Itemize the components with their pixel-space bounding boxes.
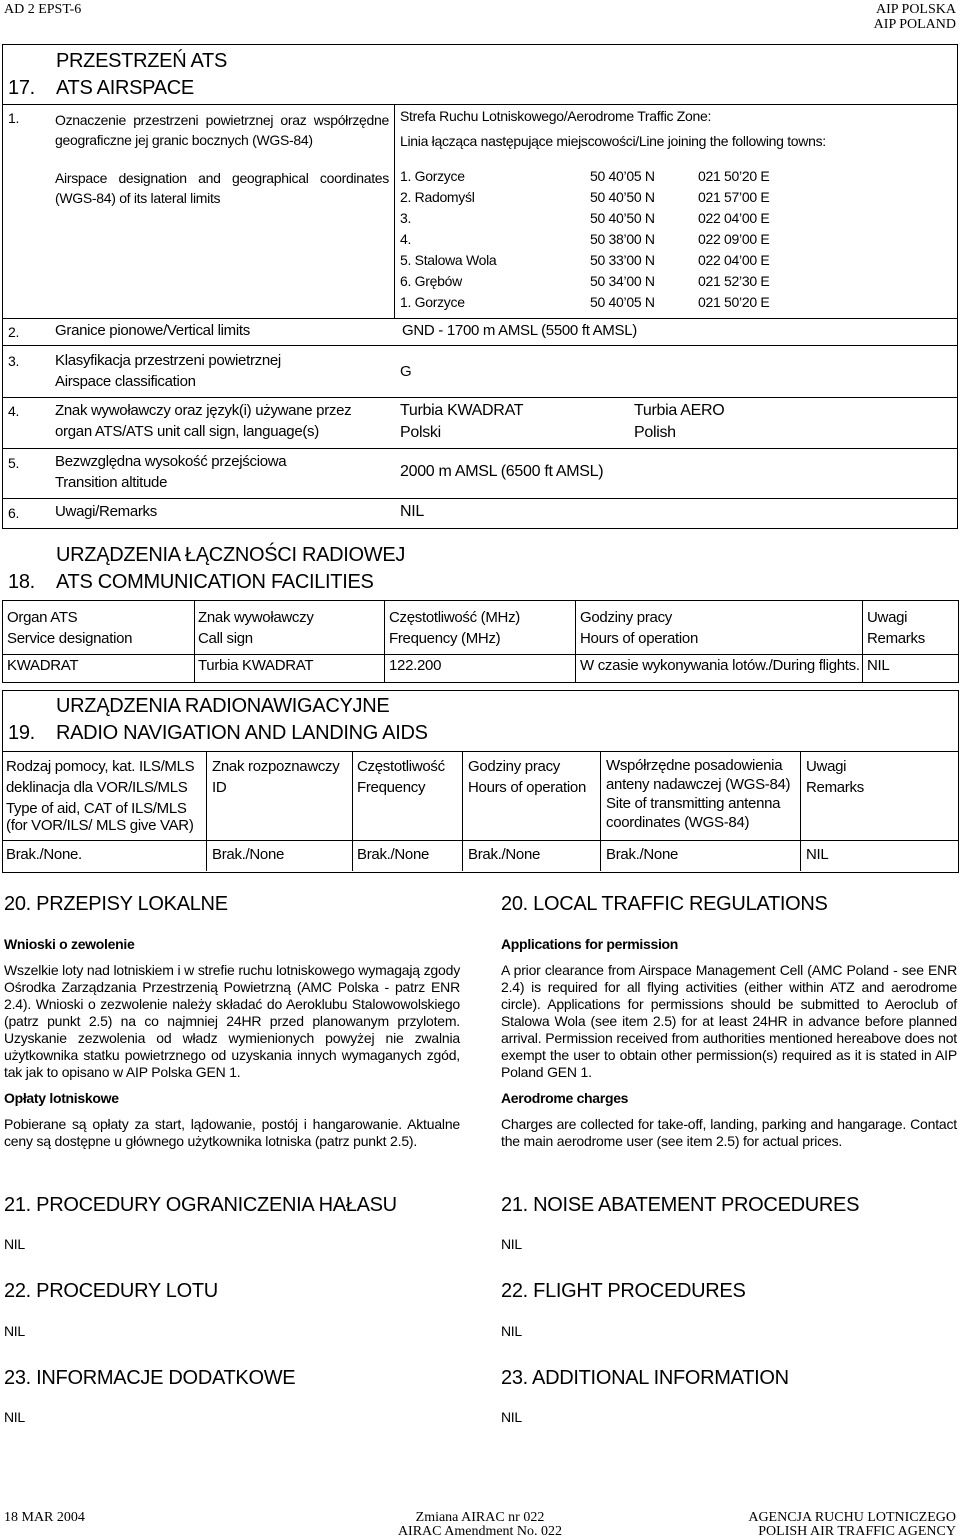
footer-amendment-en: AIRAC Amendment No. 022: [397, 1524, 563, 1539]
header-line: coordinates (WGS-84): [606, 814, 750, 831]
row-1-label-pl: Oznaczenie przestrzeni powietrznej oraz współrzędne geograficzne jej granic bocznych (WGS-84): [55, 112, 389, 148]
charges-heading-pl: Opłaty lotniskowe: [4, 1090, 119, 1106]
permission-text-en: A prior clearance from Airspace Management Cell (AMC Poland - see ENR 2.4) is required for all flying activities (either within ATZ and aerodrome circle). Applications for permissions should be submitted to Aeroclub of Stalowa Wola (see item 2.5) for at least 24HR in advance before planned arrival. Permission received from authorities mentioned hereabove does not exempt the user to obtain other permission(s) required as it is stated in AIP Poland GEN 1.: [501, 962, 957, 1080]
row-4-language-2: Polish: [634, 424, 676, 441]
section-23-title-en: 23. ADDITIONAL INFORMATION: [501, 1367, 789, 1389]
page-header-left: AD 2 EPST-6: [4, 2, 82, 17]
row-5-label-pl: Bezwzględna wysokość przejściowa: [55, 453, 287, 470]
charges-text-pl: Pobierane są opłaty za start, lądowanie, postój i hangarowanie. Aktualne ceny są dostępne u głównego użytkownika lotniska (patrz punkt 2.5).: [4, 1116, 460, 1149]
divider: [2, 751, 958, 752]
divider: [2, 104, 958, 105]
section-22-title-en: 22. FLIGHT PROCEDURES: [501, 1280, 746, 1302]
section-23-value-en: NIL: [501, 1409, 522, 1425]
divider: [2, 654, 958, 655]
section-17-title-en: ATS AIRSPACE: [56, 77, 194, 99]
navaid-header-hours: [468, 756, 586, 798]
section-19-title-en: RADIO NAVIGATION AND LANDING AIDS: [56, 722, 428, 744]
point-name: 1. Gorzyce: [400, 294, 465, 310]
navaid-cell-remarks: NIL: [806, 846, 829, 863]
header-pl: Znak wywoławczy: [198, 609, 314, 626]
point-lon: 022 04’00 E: [698, 210, 770, 226]
comm-cell-callsign: Turbia KWADRAT: [198, 657, 314, 674]
section-19-title-pl: URZĄDZENIA RADIONAWIGACYJNE: [56, 695, 390, 717]
row-3-label-en: Airspace classification: [55, 373, 196, 390]
section-20-title-en: 20. LOCAL TRAFFIC REGULATIONS: [501, 893, 828, 915]
footer-date: 18 MAR 2004: [4, 1510, 85, 1525]
header-line: Type of aid, CAT of ILS/MLS: [6, 800, 187, 817]
navaid-cell-coordinates: Brak./None: [606, 846, 679, 863]
section-17-title-pl: PRZESTRZEŃ ATS: [56, 50, 228, 72]
header-en: Remarks: [867, 630, 925, 647]
navaid-cell-hours: Brak./None: [468, 846, 541, 863]
row-5-number: 5.: [8, 455, 20, 471]
comm-header-organ: [7, 607, 132, 649]
footer-agency-pl: AGENCJA RUCHU LOTNICZEGO: [748, 1510, 956, 1525]
coordinate-row: [400, 210, 940, 231]
section-21-title-en: 21. NOISE ABATEMENT PROCEDURES: [501, 1194, 860, 1216]
point-lon: 021 50’20 E: [698, 294, 770, 310]
divider: [394, 104, 395, 318]
row-2-number: 2.: [8, 324, 20, 340]
section-21-value-pl: NIL: [4, 1236, 25, 1252]
section-18-title-pl: URZĄDZENIA ŁĄCZNOŚCI RADIOWEJ: [56, 544, 406, 566]
divider: [575, 600, 576, 682]
row-6-number: 6.: [8, 505, 20, 521]
point-lon: 022 09’00 E: [698, 231, 770, 247]
navaid-header-type: [6, 756, 194, 836]
row-3-label-pl: Klasyfikacja przestrzeni powietrznej: [55, 352, 281, 369]
section-19-number: 19.: [8, 722, 35, 744]
divider: [2, 318, 958, 319]
header-pl: Godziny pracy: [580, 609, 672, 626]
coordinate-row: [400, 294, 940, 315]
divider: [2, 840, 958, 841]
divider: [2, 498, 958, 499]
header-line: anteny nadawczej (WGS-84): [606, 776, 791, 793]
point-lat: 50 40’05 N: [590, 168, 655, 184]
row-2-label: Granice pionowe/Vertical limits: [55, 322, 250, 339]
header-pl: Organ ATS: [7, 609, 78, 626]
row-4-number: 4.: [8, 403, 20, 419]
section-20-title-pl: 20. PRZEPISY LOKALNE: [4, 893, 228, 915]
point-lat: 50 34’00 N: [590, 273, 655, 289]
row-5-value: 2000 m AMSL (6500 ft AMSL): [400, 463, 604, 480]
point-lon: 021 57’00 E: [698, 189, 770, 205]
row-3-number: 3.: [8, 353, 20, 369]
navaid-header-coordinates: [606, 756, 790, 832]
row-3-value: G: [400, 363, 412, 380]
header-pl: Uwagi: [867, 609, 908, 626]
point-name: 2. Radomyśl: [400, 189, 475, 205]
row-4-callsign-1: Turbia KWADRAT: [400, 402, 524, 419]
row-4-language-1: Polski: [400, 424, 441, 441]
footer-amendment-pl: Zmiana AIRAC nr 022: [415, 1510, 545, 1525]
page-header-right-1: AIP POLSKA: [876, 2, 956, 17]
point-lat: 50 40’50 N: [590, 210, 655, 226]
coordinate-row: [400, 273, 940, 294]
header-en: Remarks: [806, 779, 864, 796]
section-21-value-en: NIL: [501, 1236, 522, 1252]
divider: [800, 751, 801, 871]
divider: [2, 397, 958, 398]
header-line: Współrzędne posadowienia: [606, 757, 783, 774]
header-pl: Uwagi: [806, 758, 847, 775]
row-4-label-en: organ ATS/ATS unit call sign, language(s): [55, 423, 319, 440]
point-lon: 022 04’00 E: [698, 252, 770, 268]
divider: [2, 345, 958, 346]
row-6-label: Uwagi/Remarks: [55, 503, 157, 520]
point-name: 5. Stalowa Wola: [400, 252, 497, 268]
row-4-label-pl: Znak wywoławczy oraz język(i) używane przez: [55, 402, 352, 419]
divider: [194, 600, 195, 682]
point-name: 4.: [400, 231, 412, 247]
footer-agency-en: POLISH AIR TRAFFIC AGENCY: [758, 1524, 956, 1539]
divider: [600, 751, 601, 871]
row-1-number: 1.: [8, 110, 20, 126]
header-en: Frequency (MHz): [389, 630, 501, 647]
point-lat: 50 40’50 N: [590, 189, 655, 205]
comm-header-remarks: [867, 607, 925, 649]
point-lat: 50 40’05 N: [590, 294, 655, 310]
point-lat: 50 33’00 N: [590, 252, 655, 268]
header-line: (for VOR/ILS/ MLS give VAR): [6, 817, 194, 834]
header-en: Call sign: [198, 630, 253, 647]
section-22-value-en: NIL: [501, 1323, 522, 1339]
divider: [462, 751, 463, 871]
navaid-cell-type: Brak./None.: [6, 846, 82, 863]
point-name: 1. Gorzyce: [400, 168, 465, 184]
navaid-cell-frequency: Brak./None: [357, 846, 430, 863]
header-en: Hours of operation: [580, 630, 699, 647]
permission-heading-en: Applications for permission: [501, 936, 679, 952]
section-23-value-pl: NIL: [4, 1409, 25, 1425]
point-name: 6. Grębów: [400, 273, 462, 289]
permission-text-pl: Wszelkie loty nad lotniskiem i w strefie ruchu lotniskowego wymagają zgody Ośrodka Zarządzania Przestrzenią Powietrzną (AMC Polska - patrz ENR 2.4). Wnioski o zezwolenie należy składać do Aeroklubu Stalowowolskiego (patrz punkt 2.5) na co najmniej 24HR przed planowanym przylotem. Uzyskanie zezwolenia od władz wymienionych powyżej nie zwalnia użytkownika statku powietrznego od uzyskania innych wymaganych zgód, tak jak to opisano w AIP Polska GEN 1.: [4, 962, 460, 1080]
navaid-header-id: [212, 756, 339, 798]
header-pl: Znak rozpoznawczy: [212, 758, 340, 775]
coordinate-row: [400, 189, 940, 210]
header-pl: Częstotliwość (MHz): [389, 609, 520, 626]
header-line: Rodzaj pomocy, kat. ILS/MLS: [6, 758, 195, 775]
navaid-cell-id: Brak./None: [212, 846, 285, 863]
comm-header-hours: [580, 607, 698, 649]
header-en: ID: [212, 779, 227, 796]
point-lon: 021 50’20 E: [698, 168, 770, 184]
atz-title: Strefa Ruchu Lotniskowego/Aerodrome Traffic Zone:: [400, 108, 712, 124]
section-18-number: 18.: [8, 571, 35, 593]
row-2-value: GND - 1700 m AMSL (5500 ft AMSL): [402, 322, 637, 339]
divider: [352, 751, 353, 871]
divider: [384, 600, 385, 682]
section-18-title-en: ATS COMMUNICATION FACILITIES: [56, 571, 374, 593]
charges-text-en: Charges are collected for take-off, landing, parking and hangarage. Contact the main aerodrome user (see item 2.5) for actual prices.: [501, 1116, 957, 1149]
row-1-label-en: Airspace designation and geographical coordinates (WGS-84) of its lateral limits: [55, 170, 389, 206]
header-en: Hours of operation: [468, 779, 587, 796]
header-line: Site of transmitting antenna: [606, 795, 781, 812]
divider: [862, 600, 863, 682]
permission-heading-pl: Wnioski o zewolenie: [4, 936, 135, 952]
divider: [2, 448, 958, 449]
coordinate-row: [400, 252, 940, 273]
row-5-label-en: Transition altitude: [55, 474, 168, 491]
atz-coordinate-list: [400, 168, 940, 318]
section-21-title-pl: 21. PROCEDURY OGRANICZENIA HAŁASU: [4, 1194, 397, 1216]
section-17-number: 17.: [8, 77, 35, 99]
navaid-header-remarks: [806, 756, 864, 798]
row-4-callsign-2: Turbia AERO: [634, 402, 725, 419]
header-pl: Godziny pracy: [468, 758, 560, 775]
section-23-title-pl: 23. INFORMACJE DODATKOWE: [4, 1367, 296, 1389]
comm-cell-hours: W czasie wykonywania lotów./During flights.: [580, 657, 860, 674]
comm-header-callsign: [198, 607, 314, 649]
section-22-title-pl: 22. PROCEDURY LOTU: [4, 1280, 218, 1302]
point-name: 3.: [400, 210, 412, 226]
coordinate-row: [400, 231, 940, 252]
comm-cell-frequency: 122.200: [389, 657, 442, 674]
section-22-value-pl: NIL: [4, 1323, 25, 1339]
comm-cell-remarks: NIL: [867, 657, 890, 674]
navaid-header-frequency: [357, 756, 445, 798]
header-pl: Częstotliwość: [357, 758, 445, 775]
atz-subtitle: Linia łącząca następujące miejscowości/Line joining the following towns:: [400, 133, 826, 149]
comm-cell-organ: KWADRAT: [7, 657, 79, 674]
point-lat: 50 38’00 N: [590, 231, 655, 247]
header-en: Frequency: [357, 779, 426, 796]
row-6-value: NIL: [400, 503, 424, 520]
comm-header-frequency: [389, 607, 520, 649]
coordinate-row: [400, 168, 940, 189]
header-line: deklinacja dla VOR/ILS/MLS: [6, 779, 188, 796]
charges-heading-en: Aerodrome charges: [501, 1090, 629, 1106]
header-en: Service designation: [7, 630, 133, 647]
page-header-right-2: AIP POLAND: [873, 17, 956, 32]
divider: [206, 751, 207, 871]
point-lon: 021 52’30 E: [698, 273, 770, 289]
